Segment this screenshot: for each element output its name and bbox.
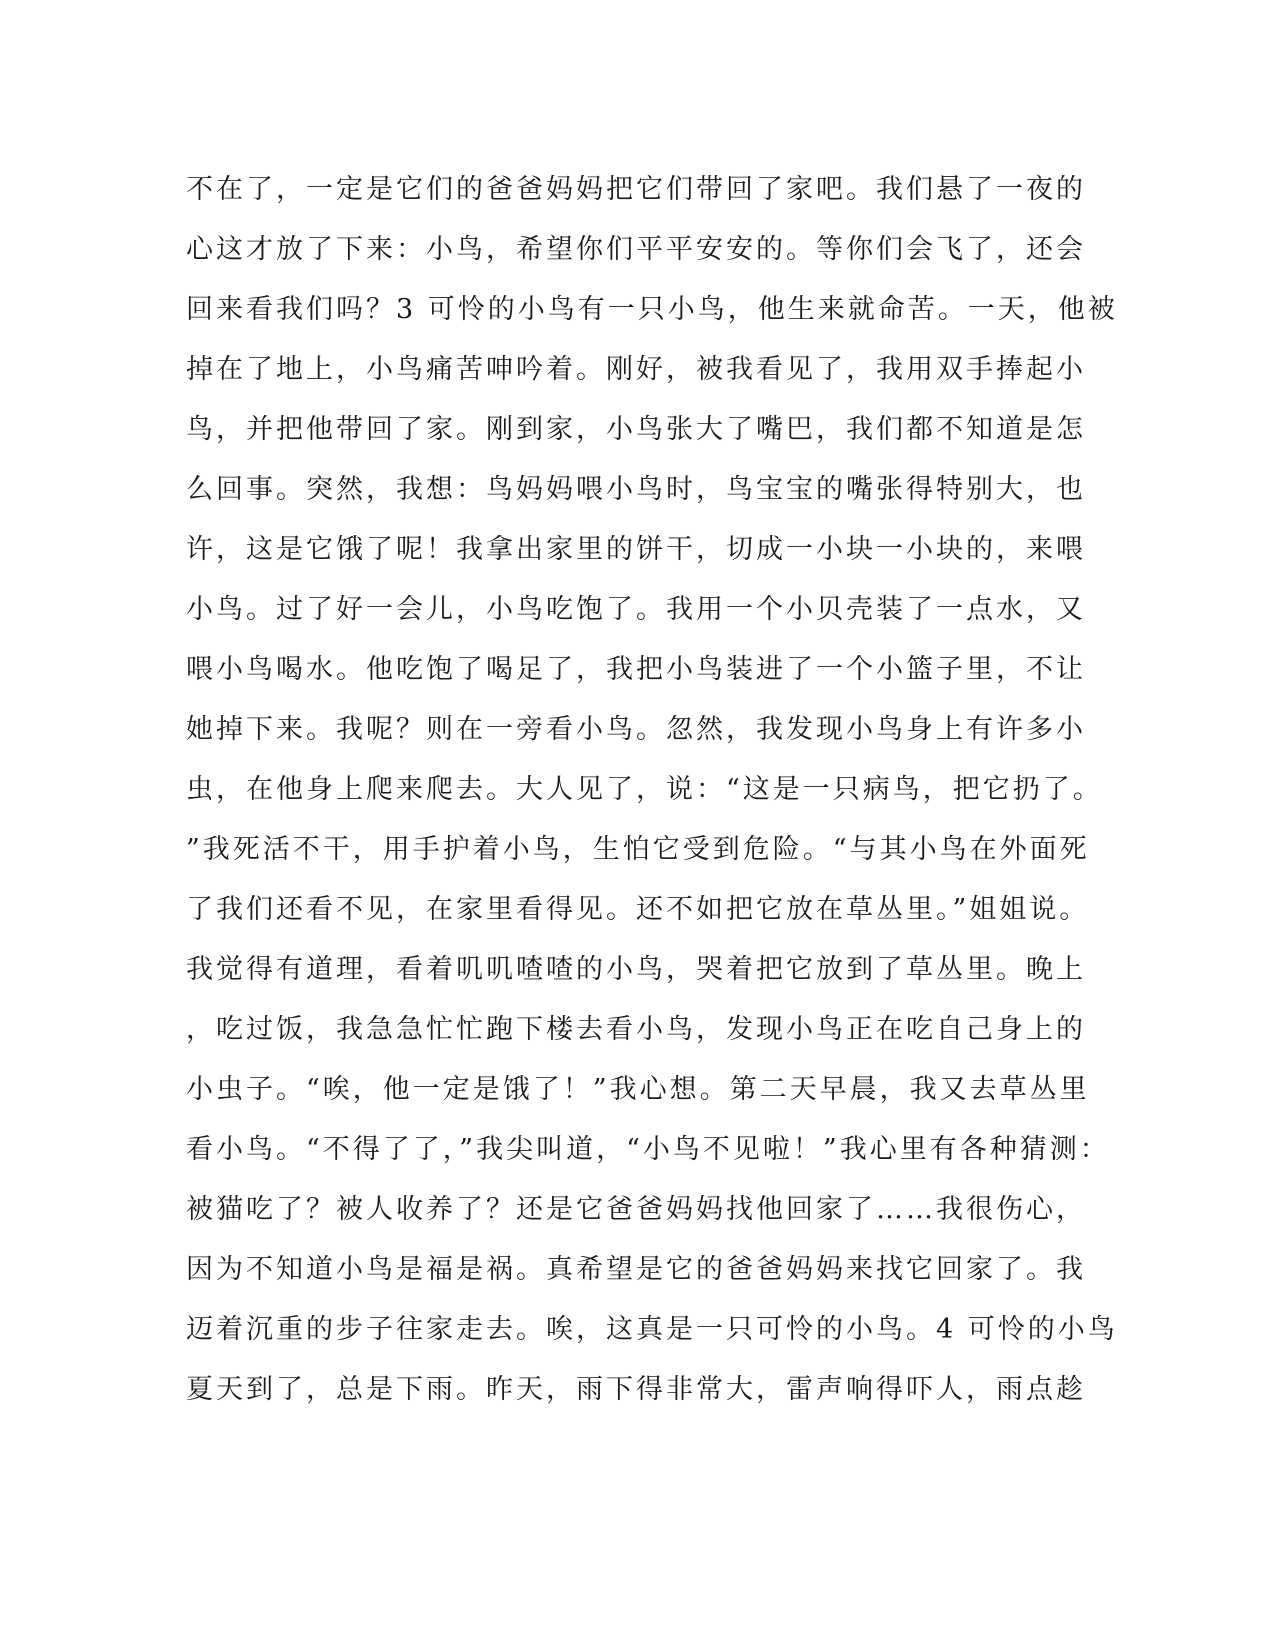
- text-line: 看小鸟。“不得了了，”我尖叫道，“小鸟不见啦！”我心里有各种猜测：: [186, 1134, 1110, 1165]
- text-line: 小鸟。过了好一会儿，小鸟吃饱了。我用一个小贝壳装了一点水，又: [186, 594, 1086, 625]
- text-line: 小虫子。“唉，他一定是饿了！”我心想。第二天早晨，我又去草丛里: [186, 1074, 1090, 1105]
- text-line: 不在了，一定是它们的爸爸妈妈把它们带回了家吧。我们悬了一夜的: [186, 174, 1086, 205]
- text-line: 掉在了地上，小鸟痛苦呻吟着。刚好，被我看见了，我用双手捧起小: [186, 354, 1086, 385]
- text-line: 了我们还看不见，在家里看得见。还不如把它放在草丛里。”姐姐说。: [186, 894, 1090, 925]
- text-line: ”我死活不干，用手护着小鸟，生怕它受到危险。“与其小鸟在外面死: [186, 834, 1090, 865]
- text-line: 么回事。突然，我想：鸟妈妈喂小鸟时，鸟宝宝的嘴张得特别大，也: [186, 474, 1086, 505]
- text-line: 夏天到了，总是下雨。昨天，雨下得非常大，雷声响得吓人，雨点趁: [186, 1374, 1086, 1405]
- body-text: [186, 160, 1118, 1420]
- text-line: 被猫吃了？被人收养了？还是它爸爸妈妈找他回家了……我很伤心，: [186, 1194, 1086, 1225]
- text-line: 鸟，并把他带回了家。刚到家，小鸟张大了嘴巴，我们都不知道是怎: [186, 414, 1086, 445]
- text-line: 喂小鸟喝水。他吃饱了喝足了，我把小鸟装进了一个小篮子里，不让: [186, 654, 1086, 685]
- text-line: 许，这是它饿了呢！我拿出家里的饼干，切成一小块一小块的，来喂: [186, 534, 1086, 565]
- text-line: 迈着沉重的步子往家走去。唉，这真是一只可怜的小鸟。4 可怜的小鸟: [186, 1314, 1118, 1345]
- text-line: 因为不知道小鸟是福是祸。真希望是它的爸爸妈妈来找它回家了。我: [186, 1254, 1086, 1285]
- text-line: 虫，在他身上爬来爬去。大人见了，说：“这是一只病鸟，把它扔了。: [186, 774, 1103, 805]
- text-line: 我觉得有道理，看着叽叽喳喳的小鸟，哭着把它放到了草丛里。晚上: [186, 954, 1086, 985]
- text-line: 她掉下来。我呢？则在一旁看小鸟。忽然，我发现小鸟身上有许多小: [186, 714, 1086, 745]
- text-line: 回来看我们吗？3 可怜的小鸟有一只小鸟，他生来就命苦。一天，他被: [186, 294, 1118, 325]
- text-line: ，吃过饭，我急急忙忙跑下楼去看小鸟，发现小鸟正在吃自己身上的: [186, 1014, 1086, 1045]
- text-line: 心这才放了下来：小鸟，希望你们平平安安的。等你们会飞了，还会: [186, 234, 1086, 265]
